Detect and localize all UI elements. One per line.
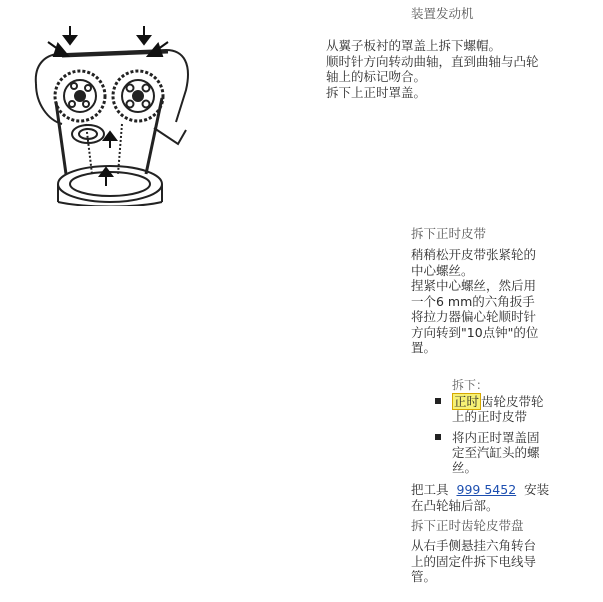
instruction-line: 从翼子板衬的罩盖上拆下螺帽。: [326, 38, 502, 53]
list-item: [435, 430, 544, 475]
tool-number-link[interactable]: 999 5452: [456, 482, 517, 497]
removal-bullet-list: [435, 394, 544, 481]
instruction-line: 一个6 mm的六角扳手: [411, 293, 535, 309]
instruction-line: 从右手侧悬挂六角转台: [411, 538, 537, 553]
tool-instruction: [411, 482, 549, 513]
remove-disc-instructions: [411, 538, 536, 585]
instruction-line: 置。: [411, 340, 437, 355]
tool-prefix: 把工具: [411, 482, 449, 497]
square-bullet-icon: [435, 434, 441, 440]
instruction-line: 管。: [411, 569, 437, 584]
instruction-line: 稍稍松开皮带张紧轮的: [411, 247, 537, 262]
engine-timing-illustration: [26, 24, 196, 206]
section-heading-remove-disc: 拆下正时齿轮皮带盘: [411, 518, 524, 533]
highlighted-term: 正时: [454, 394, 480, 409]
square-bullet-icon: [435, 398, 441, 404]
tool-suffix: 安装: [524, 482, 550, 497]
instruction-line: 上的固定件拆下电线导: [411, 553, 537, 569]
instruction-line: 顺时针方向转动曲轴，直到曲轴与凸轮: [326, 53, 539, 69]
remove-sublabel: 拆下：: [452, 378, 489, 392]
instruction-line: 在凸轮轴后部。: [411, 497, 499, 513]
bullet-text: 丝。: [452, 460, 478, 475]
instruction-line: 捏紧中心螺丝，然后用: [411, 278, 537, 293]
section-heading-install-engine: 装置发动机: [411, 6, 474, 21]
install-engine-instructions: [326, 38, 539, 100]
instruction-line: 将拉力器偏心轮顺时针: [411, 309, 537, 324]
list-item: [435, 394, 544, 424]
remove-belt-instructions: [411, 247, 538, 356]
instruction-line: 轴上的标记吻合。: [326, 69, 427, 84]
instruction-line: 中心螺丝。: [411, 262, 474, 278]
bullet-text: 齿轮皮带轮: [481, 394, 544, 409]
instruction-line: 方向转到"10点钟"的位: [411, 324, 539, 340]
bullet-text: 定至汽缸头的螺: [452, 445, 540, 460]
bullet-text: 上的正时皮带: [452, 409, 528, 424]
section-heading-remove-belt: 拆下正时皮带: [411, 226, 487, 241]
instruction-line: 拆下上正时罩盖。: [326, 84, 427, 100]
bullet-text: 将内正时罩盖固: [452, 430, 540, 445]
